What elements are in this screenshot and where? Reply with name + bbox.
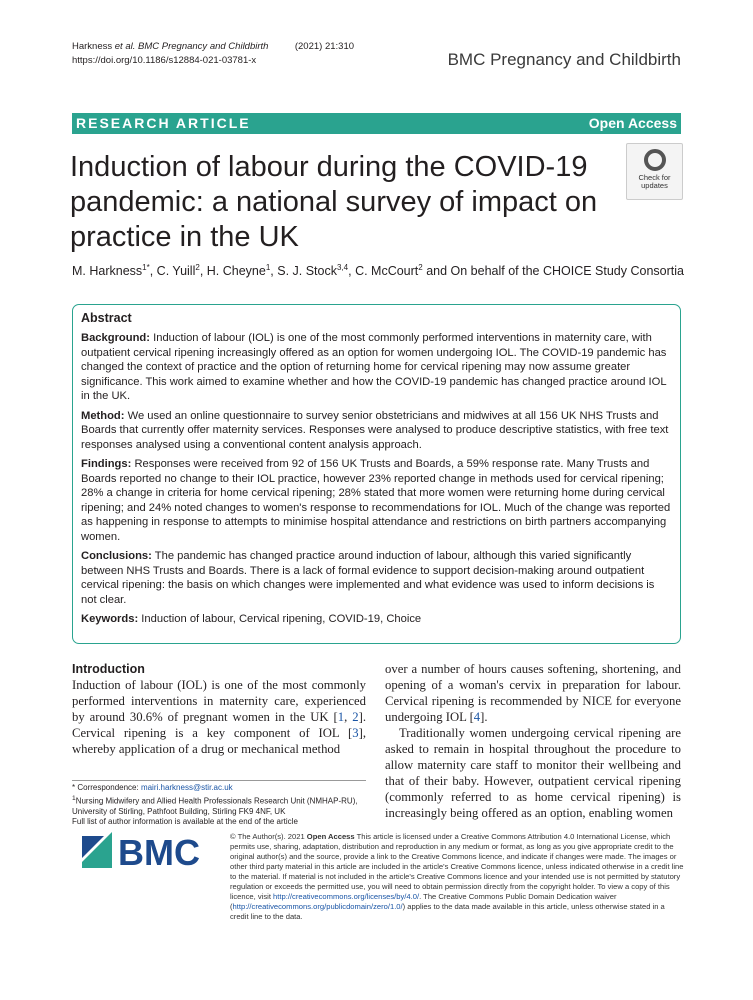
license-open-access: Open Access <box>306 832 355 841</box>
abstract-keywords <box>81 612 672 627</box>
intro-paragraph-2 <box>385 661 681 725</box>
conclusions-text: The pandemic has changed practice around induction of labour, although this varied significantly between NHS Trusts and Boards. There is a lack of formal evidence to support decision-making around outpatient cervical ripening: the basis on which changes were implemented and what evidence was used to inform decisions is not clear. <box>81 550 655 606</box>
background-text: Induction of labour (IOL) is one of the most commonly performed interventions in maternity care, with outpatient cervical ripening increasingly offered as an option for women undergoing IOL. The COVID-19 pandemic has changed the context of practice and the option of returning home for cervical ripening may now assume greater significance. This work aimed to examine whether and how the COVID-19 pandemic has changed practice around IOL in the UK. <box>81 332 667 402</box>
header-citation: (2021) 21:310 <box>294 41 355 52</box>
keywords-label: Keywords: <box>81 613 139 625</box>
intro-text: ]. Cervical ripening is a key component of IOL [ <box>72 710 366 740</box>
check-updates-icon <box>644 149 666 171</box>
correspondence-email[interactable]: mairi.harkness@stir.ac.uk <box>140 783 233 792</box>
conclusions-label: Conclusions: <box>81 550 152 562</box>
affiliation-text: Nursing Midwifery and Allied Health Professionals Research Unit (NMHAP-RU), University of Stirling, Pathfoot Building, Stirling FK9 4NF, UK <box>72 796 358 816</box>
abstract-background <box>81 331 672 404</box>
license-statement <box>230 832 685 922</box>
header-doi[interactable]: https://doi.org/10.1186/s12884-021-03781-x <box>72 55 257 66</box>
license-link[interactable]: http://creativecommons.org/licenses/by/4.0/ <box>273 892 420 901</box>
open-access-label: Open Access <box>588 115 677 131</box>
author-affiliation: 1 <box>265 263 271 272</box>
license-text: . The Creative Commons Public Domain Dedication waiver ( <box>230 892 617 911</box>
citation-link[interactable]: 4 <box>473 710 481 724</box>
abstract-findings <box>81 457 672 544</box>
author-affiliation: 2 <box>418 263 423 272</box>
intro-text: ], whereby application of a drug or mechanical method <box>72 726 366 756</box>
license-text: This article is licensed under a Creative Commons Attribution 4.0 International License, which permits use, sharing, adaptation, distribution and reproduction in any medium or format, as long as you give appropriate credit to the original author(s) and the source, provide a link to the Creative Commons licence, and indicate if changes were made. The images or other third party material in this article are included in the article's Creative Commons licence, unless indicated otherwise in a credit line to the material. If material is not included in the article's Creative Commons licence and your intended use is not permitted by statutory regulation or exceeds the permitted use, you will need to obtain permission directly from the copyright holder. To view a copy of this licence, visit <box>230 832 684 901</box>
author-list: M. Harkness$^{1*}$, C. Yuill$^2$, H. Cheyne$^1$, S. J. Stock$^{3,4}$, C. McCourt$^2$ and On behalf of the CHOICE Study Consortia <box>72 263 684 279</box>
citation-link[interactable]: 2 <box>352 710 359 724</box>
journal-name: BMC Pregnancy and Childbirth <box>447 50 681 69</box>
article-title: Induction of labour during the COVID-19 pandemic: a national survey of impact on practice in the UK <box>70 151 598 253</box>
body-column-right <box>385 661 681 821</box>
bmc-logo <box>82 832 214 872</box>
correspondence-label: * Correspondence: <box>72 783 141 792</box>
body-column-left <box>72 661 366 757</box>
author-name: H. Cheyne <box>206 264 266 279</box>
method-text: We used an online questionnaire to survey senior obstetricians and midwives at all 156 UK NHS Trusts and Boards that currently offer maternity services. Responses were analysed to produce descriptive statistics, with free text responses analysed using a conventional content analysis approach. <box>81 409 669 451</box>
author-affiliation: 1* <box>142 263 150 272</box>
citation-link[interactable]: 1 <box>337 710 345 724</box>
method-label: Method: <box>81 409 125 422</box>
intro-text: ]. <box>480 710 488 724</box>
check-updates-line1: Check for <box>638 173 671 182</box>
findings-text: Responses were received from 92 of 156 UK Trusts and Boards, a 59% response rate. Many Trusts and Boards reported no change to their IOL practice, however 23% reported change in methods used for cervical ripening; 28% a change in criteria for home cervical ripening; 28% stated that more women were returning home during cervical ripening; and 24% noted changes to women's response to recommendations for IOL. Much of the change was reported as happening in response to attempts to minimise hospital attendance and restrictions on birth partners accompanying women. <box>81 458 671 543</box>
license-text: ) applies to the data made available in this article, unless otherwise stated in a credit line to the data. <box>230 902 665 921</box>
author-name: C. McCourt <box>355 264 419 279</box>
intro-paragraph-1 <box>72 677 366 757</box>
section-heading-introduction: Introduction <box>72 662 145 676</box>
license-copyright: © The Author(s). 2021 <box>230 832 307 841</box>
check-for-updates-badge[interactable] <box>626 143 683 200</box>
footnote <box>72 783 372 828</box>
author-name: C. Yuill <box>156 264 196 279</box>
author-name: S. J. Stock <box>277 264 337 279</box>
intro-text: Induction of labour (IOL) is one of the most commonly performed interventions in maternity care, experienced by around 30.6% of pregnant women in the UK [ <box>72 678 366 724</box>
header-et-al: et al. <box>112 41 136 52</box>
citation-separator: , <box>344 710 353 724</box>
abstract-box <box>72 304 681 644</box>
abstract-conclusions <box>81 549 672 607</box>
citation-link[interactable]: 3 <box>352 726 359 740</box>
findings-label: Findings: <box>81 458 132 470</box>
intro-paragraph-3: Traditionally women undergoing cervical ripening are asked to remain in hospital throughout the procedure to allow maternity care staff to monitor their wellbeing and that of their baby. However, outpatient cervical ripening (commonly referred to as home cervical ripening) is increasingly being offered as an option, enabling women <box>385 726 681 820</box>
article-type-label: RESEARCH ARTICLE <box>76 115 251 131</box>
logo-text: BMC <box>118 832 200 872</box>
intro-text: over a number of hours causes softening, shortening, and opening of a woman's cervix in preparation for labour. Cervical ripening is recommended by NICE for everyone undergoing IOL [ <box>385 662 681 724</box>
check-updates-line2: updates <box>641 181 668 190</box>
author-affiliation: 2 <box>195 263 200 272</box>
keywords-text: Induction of labour, Cervical ripening, COVID-19, Choice <box>138 613 422 625</box>
abstract-method <box>81 409 672 453</box>
footnote-divider <box>72 780 366 781</box>
author-info-note: Full list of author information is available at the end of the article <box>72 817 298 827</box>
affiliation-number: 1 <box>72 794 76 802</box>
header-journal: BMC Pregnancy and Childbirth <box>138 41 269 52</box>
author-name: M. Harkness <box>72 264 143 279</box>
abstract-heading: Abstract <box>81 311 132 325</box>
running-header <box>72 40 354 68</box>
license-link[interactable]: http://creativecommons.org/publicdomain/zero/1.0/ <box>232 902 403 911</box>
author-affiliation: 3,4 <box>336 263 349 272</box>
article-type-bar <box>72 113 681 134</box>
header-authors: Harkness <box>72 41 113 52</box>
author-consortium: and On behalf of the CHOICE Study Consortia <box>422 264 684 279</box>
background-label: Background: <box>81 332 150 344</box>
